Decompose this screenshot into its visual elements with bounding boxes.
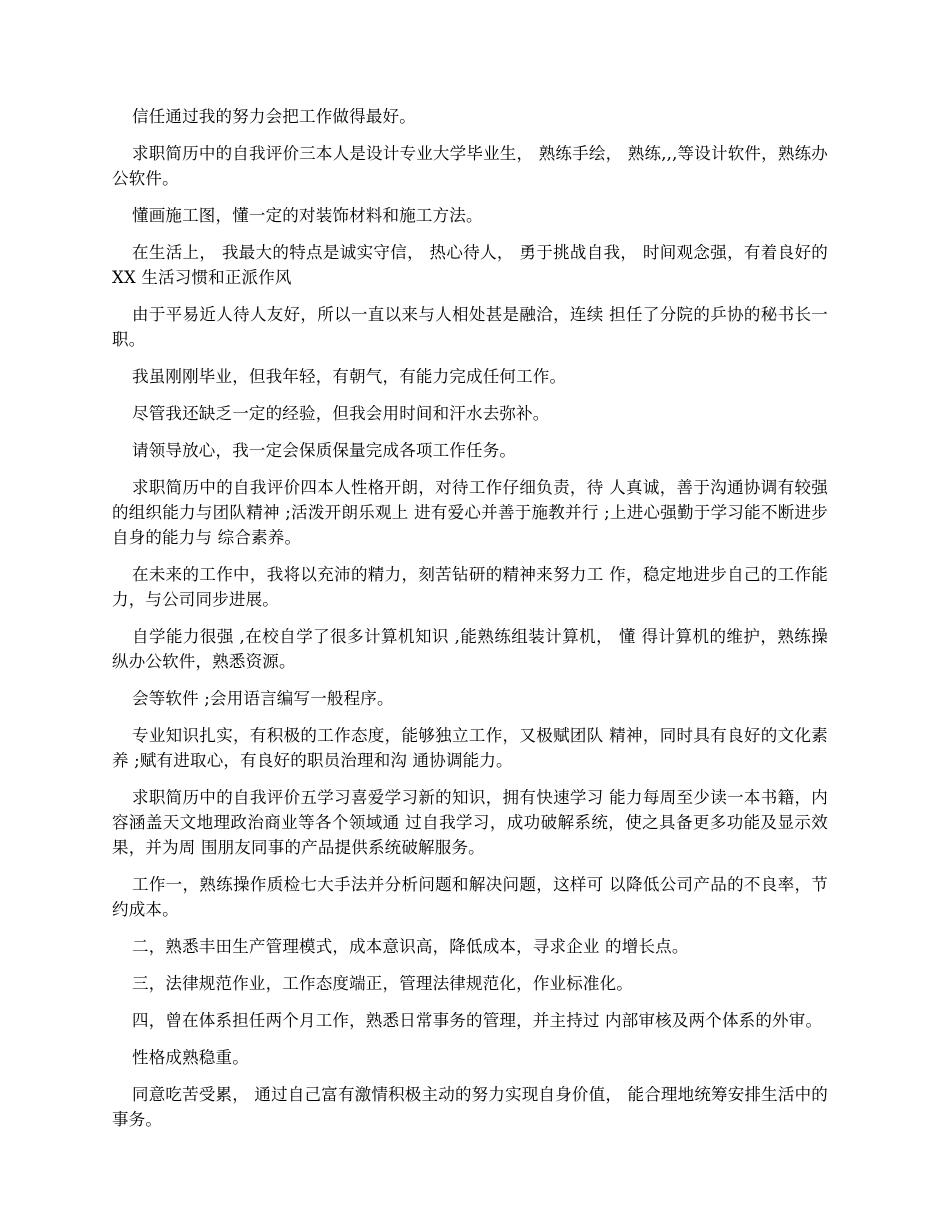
paragraph-1: 信任通过我的努力会把工作做得最好。	[132, 107, 416, 126]
paragraph-16: 二，熟悉丰田生产管理模式，成本意识高，降低成本，寻求企业 的增长点。	[132, 937, 689, 956]
paragraph-4: 在生活上， 我最大的特点是诚实守信， 热心待人， 勇于挑战自我， 时间观念强，有着良好的 XX 生活习惯和正派作风	[112, 243, 828, 287]
paragraph-13: 专业知识扎实，有积极的工作态度，能够独立工作，又极赋团队 精神，同时具有良好的文化素养 ;赋有进取心，有良好的职员治理和沟 通协调能力。	[112, 726, 828, 770]
document-body	[112, 104, 828, 1144]
paragraph-18: 四，曾在体系担任两个月工作，熟悉日常事务的管理，并主持过 内部审核及两个体系的外审。	[132, 1011, 823, 1030]
paragraph-11: 自学能力很强 ,在校自学了很多计算机知识 ,能熟练组装计算机， 懂 得计算机的维护，熟练操纵办公软件，熟悉资源。	[112, 627, 828, 671]
paragraph-8: 请领导放心，我一定会保质保量完成各项工作任务。	[132, 441, 517, 460]
paragraph-17: 三，法律规范作业，工作态度端正，管理法律规范化，作业标准化。	[132, 974, 633, 993]
paragraph-6: 我虽刚刚毕业，但我年轻，有朝气，有能力完成任何工作。	[132, 367, 567, 386]
paragraph-7: 尽管我还缺乏一定的经验，但我会用时间和汗水去弥补。	[132, 404, 550, 423]
paragraph-14: 求职简历中的自我评价五学习喜爱学习新的知识，拥有快速学习 能力每周至少读一本书籍，内容涵盖天文地理政治商业等各个领域通 过自我学习，成功破解系统，使之具备更多功能及显示效果，并为周 围朋友同事的产品提供系统破解服务。	[112, 788, 828, 857]
paragraph-19: 性格成熟稳重。	[132, 1048, 249, 1067]
paragraph-5: 由于平易近人待人友好，所以一直以来与人相处甚是融洽，连续 担任了分院的乒协的秘书长一职。	[112, 305, 828, 349]
paragraph-12: 会等软件 ;会用语言编写一般程序。	[132, 689, 394, 708]
paragraph-2: 求职简历中的自我评价三本人是设计专业大学毕业生， 熟练手绘， 熟练,,,等设计软件，熟练办公软件。	[112, 144, 828, 188]
paragraph-9: 求职简历中的自我评价四本人性格开朗，对待工作仔细负责，待 人真诚，善于沟通协调有较强的组织能力与团队精神 ;活泼开朗乐观上 进有爱心并善于施教并行 ;上进心强勤于学习能不断进步自身的能力与 综合素养。	[112, 478, 828, 547]
paragraph-20: 同意吃苦受累， 通过自己富有激情积极主动的努力实现自身价值， 能合理地统筹安排生活中的事务。	[112, 1085, 828, 1129]
paragraph-15: 工作一，熟练操作质检七大手法并分析问题和解决问题，这样可 以降低公司产品的不良率，节约成本。	[112, 875, 828, 919]
paragraph-10: 在未来的工作中，我将以充沛的精力，刻苦钻研的精神来努力工 作，稳定地进步自己的工作能力，与公司同步进展。	[112, 565, 828, 609]
paragraph-3: 懂画施工图，懂一定的对装饰材料和施工方法。	[132, 206, 483, 225]
